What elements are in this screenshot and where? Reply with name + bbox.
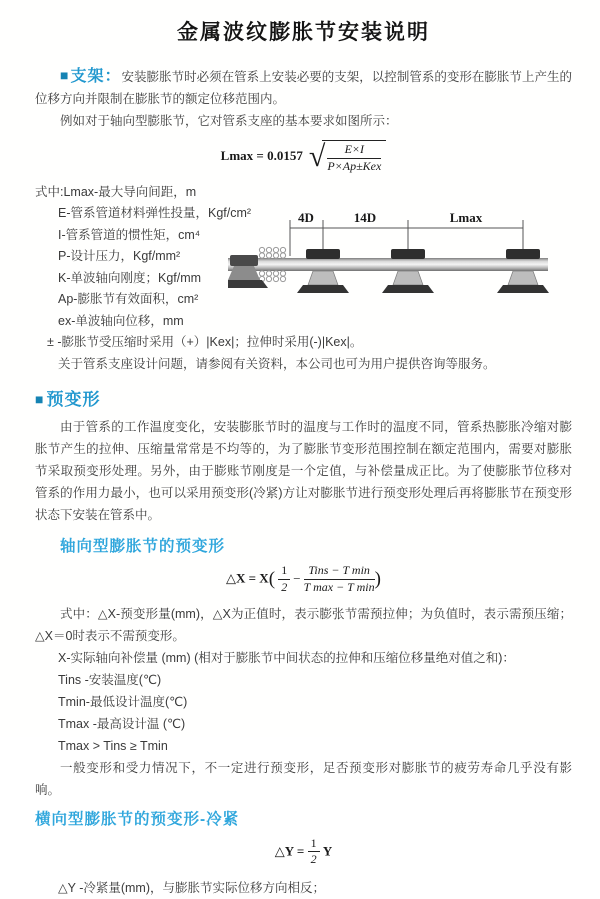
lateral-coldpull-formula (35, 837, 572, 868)
axial-note: 一般变形和受力情况下，不一定进行预变形，足否预变形对膨胀节的疲劳寿命几乎没有影响。 (35, 760, 572, 797)
pipe-support-diagram (228, 208, 576, 304)
axial-item: Tins -安装温度(℃) (58, 672, 162, 687)
lateral-predeform-heading: 横向型膨胀节的预变形-冷紧 (35, 810, 240, 828)
predeform-heading-text: 预变形 (46, 390, 101, 410)
definitions-block (35, 182, 572, 376)
support-example-line: 例如对于轴向型膨胀节，它对管系支座的基本要求如图所示： (60, 114, 398, 128)
half-denominator: 2 (310, 852, 317, 867)
section-square-icon: ■ (35, 391, 45, 408)
support-intro-paragraph (35, 64, 572, 110)
axial-predeform-heading: 轴向型膨胀节的预变形 (60, 538, 226, 556)
formula-denominator: P×Ap±Kex (327, 158, 382, 173)
axial-predeform-formula (35, 564, 572, 595)
lateral-formula-explain: △Y -冷紧量(mm)，与膨胀节实际位移方向相反； (58, 881, 326, 896)
formula-lhs: △X = X (226, 570, 269, 586)
guide-spacing-formula (35, 140, 572, 174)
formula-lhs: Lmax = 0.0157 (220, 147, 303, 163)
half-numerator: 1 (278, 564, 290, 580)
predeform-paragraph: 由于管系的工作温度变化，安装膨胀节时的温度与工作时的温度不同，管系热膨胀冷缩对膨胀节产生的拉伸、压缩量常常是不均等的，为了膨胀节变形范围控制在额定范围内，需要对膨胀节采取预变形处理。另外，由于膨账节刚度是一个定值，与补偿量成正比。为了使膨胀节位移对管系的作用力最小，也可以采用预变形(冷紧)方让对膨胀节进行预变形处理后再将膨胀节在预变形状态下安装在管系中。 (35, 420, 572, 523)
axial-formula-explain: 式中：△X-预变形量(mm)，△X为正值时，表示膨张节需预拉伸；为负值时，表示需预压缩；△X＝0时表示不需预变形。 (35, 606, 572, 643)
diagram-label-14d: 14D (353, 209, 377, 225)
definition-line: ± -膨胀节受压缩时采用（+）|Kex|；拉伸时采用(-)|Kex|。 (47, 335, 363, 350)
support-section-heading: 支架： (70, 68, 122, 85)
definition-line: I-管系管道的惯性矩，cm⁴ (58, 227, 201, 242)
page-title: 金属波纹膨胀节安装说明 (177, 21, 430, 44)
definition-line: 式中:Lmax-最大导向间距，m (35, 184, 197, 199)
formula-numerator: E×I (327, 143, 381, 159)
definition-line: P-设计压力，Kgf/mm² (58, 249, 181, 264)
formula-lhs: △Y = (274, 842, 305, 858)
section-square-icon: ■ (60, 67, 69, 83)
definition-line: Ap-膨胀节有效面积，cm² (58, 292, 199, 307)
diagram-label-lmax: Lmax (449, 209, 483, 225)
temp-denominator: T max − T min (303, 579, 375, 594)
axial-item: X-实际轴向补偿量 (mm) (相对于膨胀节中间状态的拉伸和压缩位移量绝对值之和)： (58, 650, 515, 665)
pipe (228, 258, 548, 271)
definition-line: K-单波轴向刚度；Kgf/mm (58, 270, 202, 285)
half-numerator: 1 (308, 837, 320, 853)
temp-numerator: Tins − T min (304, 564, 375, 580)
pipe-support-diagram-svg (228, 208, 576, 304)
half-denominator: 2 (281, 579, 288, 594)
predeform-section-heading (35, 385, 572, 410)
diagram-label-4d: 4D (298, 209, 314, 225)
sqrt-radical-icon: √ (308, 139, 326, 173)
definition-line: ex-单波轴向位移，mm (58, 313, 184, 328)
definition-line: E-管系管道材料弹性投量，Kgf/cm² (58, 206, 252, 221)
open-paren: ( (268, 568, 276, 590)
axial-item: Tmin-最低设计温度(℃) (58, 694, 188, 709)
support-service-note: 关于管系支座设计问题，请参阅有关资料，本公司也可为用户提供咨询等服务。 (58, 356, 496, 371)
axial-item: Tmax -最高设计温 (℃) (58, 716, 186, 731)
axial-item: Tmax > Tins ≥ Tmin (58, 738, 168, 753)
minus-sign: − (293, 571, 301, 587)
formula-rhs: Y (322, 842, 333, 858)
support-intro-text: 安装膨胀节时必须在管系上安装必要的支架，以控制管系的变形在膨胀节上产生的位移方向并限制在膨胀节的额定位移范围内。 (35, 70, 572, 106)
close-paren: ) (374, 568, 381, 590)
